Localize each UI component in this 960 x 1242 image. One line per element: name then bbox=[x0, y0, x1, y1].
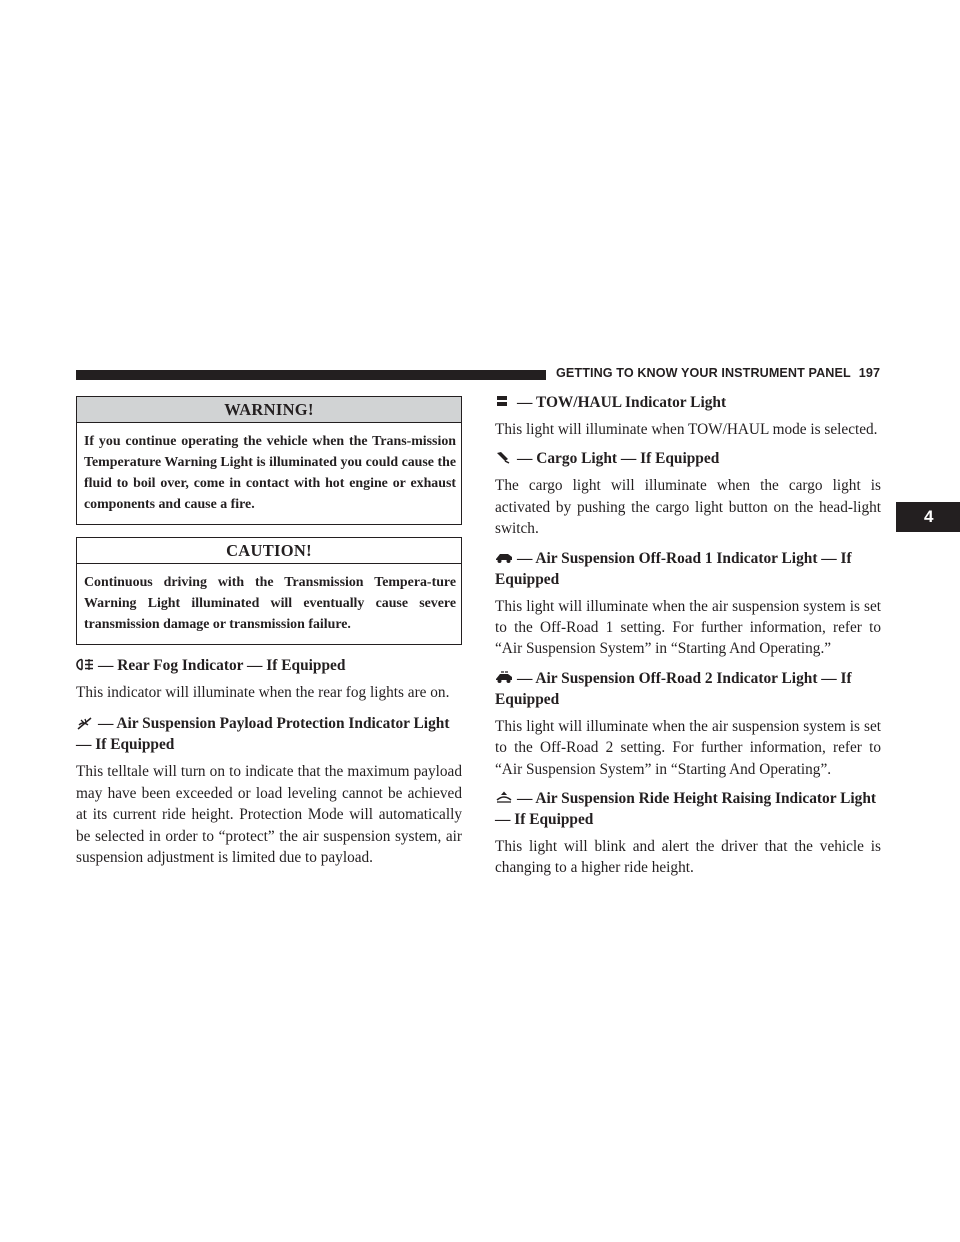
warning-heading: WARNING! bbox=[77, 397, 461, 423]
section-title: — Air Suspension Off-Road 2 Indicator Light — If Equipped bbox=[495, 669, 852, 708]
warning-box bbox=[76, 396, 462, 525]
header-rule bbox=[76, 370, 546, 380]
section-body: This telltale will turn on to indicate that the maximum payload may have been exceeded or load leveling cannot be achieved at its current ride height. Protection Mode will automatically be selected in order to “protect” the air suspension system, air suspension adjustment is limited due to payload. bbox=[76, 763, 462, 867]
section-ride-height-raising bbox=[495, 788, 881, 879]
caution-box bbox=[76, 537, 462, 645]
section-tow-haul bbox=[495, 392, 881, 440]
section-title: — TOW/HAUL Indicator Light bbox=[495, 392, 881, 413]
section-body: This light will illuminate when TOW/HAUL mode is selected. bbox=[495, 421, 878, 438]
off-road-1-icon bbox=[495, 551, 513, 564]
section-rear-fog bbox=[76, 655, 462, 703]
section-title: — Air Suspension Payload Protection Indicator Light — If Equipped bbox=[76, 715, 450, 754]
tow-haul-icon bbox=[495, 395, 513, 408]
off-road-2-icon bbox=[495, 671, 513, 684]
section-body: This light will illuminate when the air suspension system is set to the Off-Road 1 setting. For further information, refer to “Air Suspension System” in “Starting And Operating.” bbox=[495, 597, 881, 658]
section-title: — Cargo Light — If Equipped bbox=[495, 448, 881, 469]
section-title: — Rear Fog Indicator — If Equipped bbox=[76, 655, 462, 676]
section-body: This indicator will illuminate when the rear fog lights are on. bbox=[76, 684, 450, 701]
section-body: The cargo light will illuminate when the cargo light is activated by pushing the cargo light button on the head-light switch. bbox=[495, 477, 881, 538]
ride-height-raising-icon bbox=[495, 791, 513, 804]
chapter-tab: 4 bbox=[896, 502, 960, 532]
section-title: — Air Suspension Ride Height Raising Indicator Light— If Equipped bbox=[495, 790, 877, 829]
running-header bbox=[556, 366, 886, 380]
caution-text: Continuous driving with the Transmission Tempera-ture Warning Light illuminated will eventually cause severe transmission damage or transmission failure. bbox=[84, 575, 456, 632]
rear-fog-icon bbox=[76, 658, 94, 671]
section-payload-protection bbox=[76, 713, 462, 868]
header-title: GETTING TO KNOW YOUR INSTRUMENT PANEL bbox=[556, 366, 851, 380]
section-body: This light will blink and alert the driver that the vehicle is changing to a higher ride height. bbox=[495, 838, 881, 877]
section-title: — Air Suspension Off-Road 1 Indicator Light — If Equipped bbox=[495, 549, 852, 588]
section-body: This light will illuminate when the air suspension system is set to the Off-Road 2 setting. For further information, refer to “Air Suspension System” in “Starting And Operating”. bbox=[495, 717, 881, 778]
section-cargo-light bbox=[495, 448, 881, 539]
section-off-road-2 bbox=[495, 668, 881, 780]
air-suspension-payload-icon bbox=[76, 716, 94, 729]
caution-heading: CAUTION! bbox=[77, 538, 461, 564]
right-column bbox=[495, 392, 881, 887]
left-column bbox=[76, 396, 462, 878]
cargo-light-icon bbox=[495, 451, 513, 464]
page-number: 197 bbox=[858, 366, 881, 380]
warning-text: If you continue operating the vehicle when the Trans-mission Temperature Warning Light is illuminated you could cause the fluid to boil over, come in contact with hot engine or exhaust components and cause a fire. bbox=[84, 434, 456, 512]
section-off-road-1 bbox=[495, 548, 881, 660]
